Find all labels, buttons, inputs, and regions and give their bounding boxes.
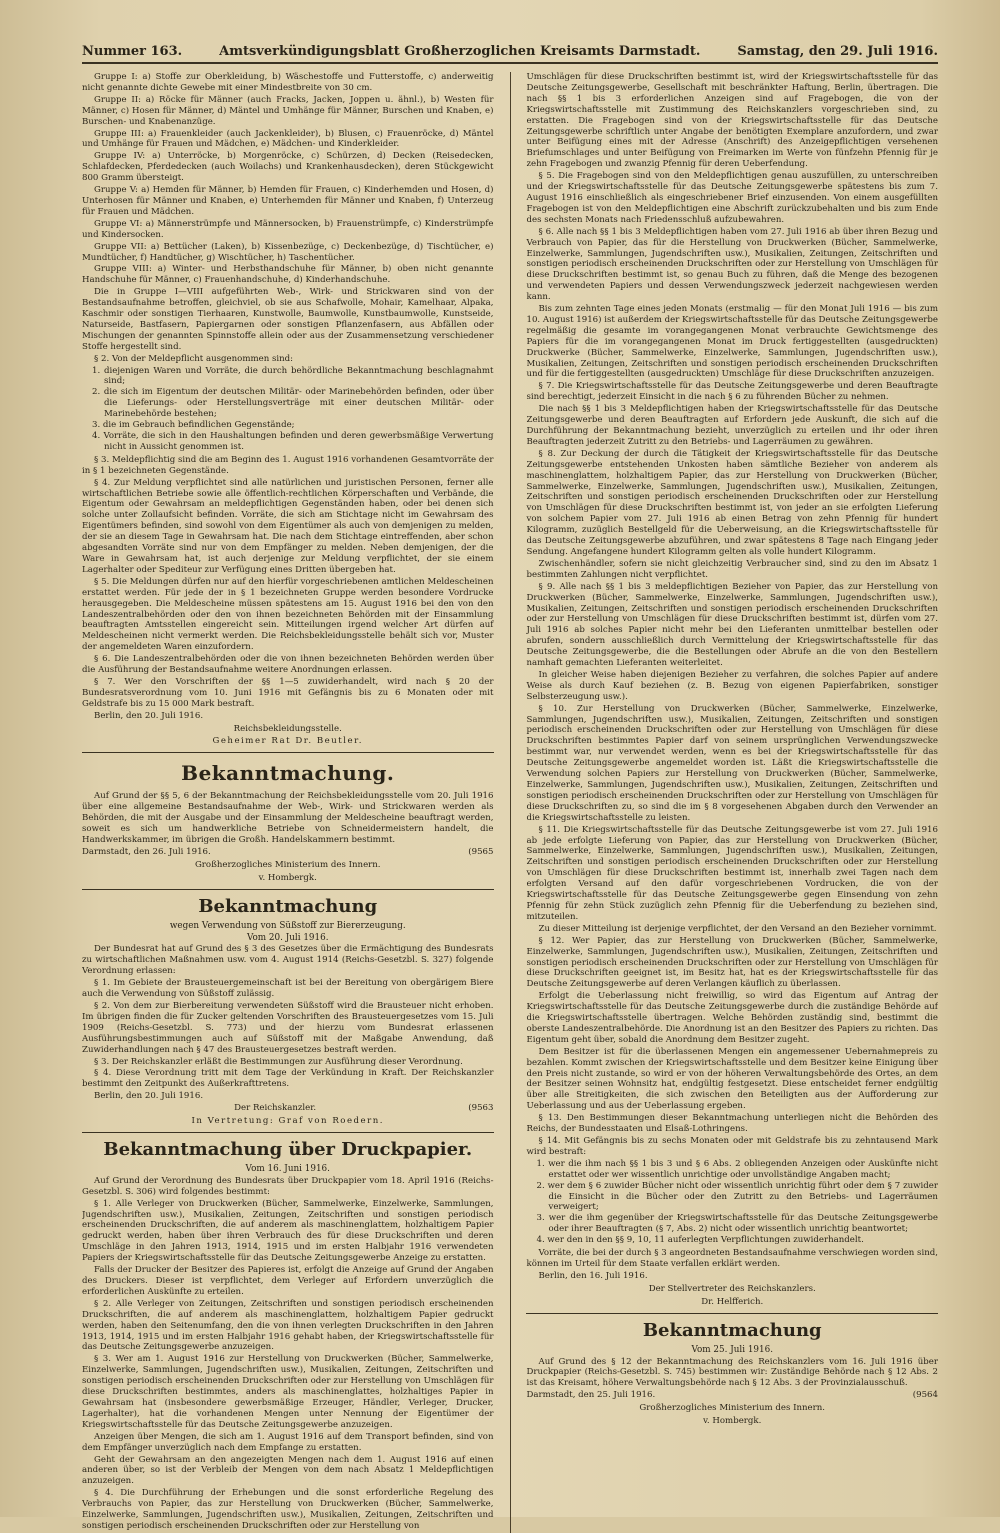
list-item: 4. wer den in den §§ 9, 10, 11 auferlegten Verpflichtungen zuwiderhandelt.	[536, 1235, 864, 1246]
section-13: § 13. Den Bestimmungen dieser Bekanntmachung unterliegen nicht die Behörden des Reichs, der Bundesstaaten und Elsaß-Lothringens.	[526, 1113, 938, 1135]
announcement-3-s1: § 1. Alle Verleger von Druckwerken (Bücher, Sammelwerke, Einzelwerke, Sammlungen, Jugendschriften usw.), Musikalien, Zeitungen, Zeitschriften und sonstigen periodisch erscheinenden Druckschriften, die auf anderem als maschinenglattem, holzhaltigem Papier gedruckt werden, haben über ihren Verbrauch des für diese Druckschriften und deren Umschläge in den Jahren 1913, 1914, 1915 und im ersten Halbjahr 1916 verwendeten Papiers der Kriegswirtschaftsstelle für das Deutsche Zeitungsgewerbe Anzeige zu erstatten.	[82, 1198, 494, 1264]
group-6: Gruppe VI: a) Männerstrümpfe und Männersocken, b) Frauenstrümpfe, c) Kinderstrümpfe und Kindersocken.	[82, 218, 494, 240]
group-5: Gruppe V: a) Hemden für Männer, b) Hemden für Frauen, c) Kinderhemden und Hosen, d) Unterhosen für Männer und Knaben, e) Unterhemden für Männer und Knaben, f) Unterzeug für Frauen und Mädchen.	[82, 185, 494, 217]
announcement-3-date: Vom 16. Juni 1916.	[245, 1163, 330, 1174]
section-14-list	[526, 1159, 938, 1246]
announcement-2-date: Vom 20. Juli 1916.	[246, 932, 329, 943]
announcement-3-intro: Auf Grund der Verordnung des Bundesrats über Druckpapier vom 18. April 1916 (Reichs-Gesetzbl. S. 306) wird folgendes bestimmt:	[82, 1175, 494, 1197]
place-date: Berlin, den 16. Juli 1916.	[538, 1270, 648, 1281]
section-9: § 9. Alle nach §§ 1 bis 3 meldepflichtigen Bezieher von Papier, das zur Herstellung von Druckwerken (Bücher, Sammelwerke, Einzelwerke, Sammlungen, Jugendschriften usw.), Musikalien, Zeitungen, Zeitschriften und sonstigen periodisch erscheinenden Druckschriften oder zur Herstellung von Umschlägen für diese Druckschriften bestimmt ist, dürfen vom 27. Juli 1916 ab solches Papier nicht mehr bei den Lieferanten unmittelbar bestellen oder abrufen, sondern ausschließlich durch Vermittelung der Kriegswirtschaftsstelle für das Deutsche Zeitungsgewerbe, die die Bestellungen oder Abrufe an die von den Bestellern namhaft gemachten Lieferanten weiterleitet.	[526, 581, 938, 669]
section-8b: Zwischenhändler, sofern sie nicht gleichzeitig Verbraucher sind, sind zu den im Absatz 1 bestimmten Zahlungen nicht verpflichtet.	[526, 558, 938, 580]
section-6: § 6. Alle nach §§ 1 bis 3 Meldepflichtigen haben vom 27. Juli 1916 ab über ihren Bezug und Verbrauch von Papier, das für die Herstellung von Druckwerken (Bücher, Sammelwerke, Einzelwerke, Sammlungen, Jugendschriften usw.), Musikalien, Zeitungen, Zeitschriften und sonstigen periodisch erscheinenden Druckschriften oder zur Herstellung von Umschlägen für diese Druckschriften bestimmt ist, so genau Buch zu führen, daß die Menge des bezogenen und verwendeten Papiers und dessen Verwendungszweck jederzeit nachgewiesen werden kann.	[526, 226, 938, 303]
section-7b: Die nach §§ 1 bis 3 Meldepflichtigen haben der Kriegswirtschaftsstelle für das Deutsche Zeitungsgewerbe und deren Beauftragten auf Erfordern jede Auskunft, die sich auf die Durchführung der Bekanntmachung bezieht, unverzüglich zu erteilen und ihr oder ihren Beauftragten jederzeit Zutritt zu den Betriebs- und Lagerräumen zu gewähren.	[526, 404, 938, 447]
signature-name: In Vertretung: Graf von Roedern.	[191, 1116, 385, 1127]
section-11: § 11. Die Kriegswirtschaftsstelle für das Deutsche Zeitungsgewerbe ist vom 27. Juli 1916 ab jede erfolgte Lieferung von Papier, das zur Herstellung von Druckwerken (Bücher, Sammelwerke, Einzelwerke, Sammlungen, Jugendschriften usw.), Musikalien, Zeitungen, Zeitschriften und sonstigen periodisch erscheinenden Druckschriften oder zur Herstellung von Umschlägen für diese Druckschriften bestimmt ist, innerhalb zwei Tagen nach dem erfolgten Versand auf den dafür vorgeschriebenen Vordrucken, die von der Kriegswirtschaftsstelle für das Deutsche Zeitungsgewerbe gegen Einsendung von zehn Pfennig für zehn Stück zuzüglich zehn Pfennig für die Ueberfendung zu beziehen sind, mitzuteilen.	[526, 824, 938, 922]
list-item: 2. wer dem § 6 zuwider Bücher nicht oder wissentlich unrichtig führt oder dem § 7 zuwider die Einsicht in die Bücher oder den Zutritt zu den Betriebs- und Lagerräumen verweigert;	[536, 1180, 938, 1213]
issue-date: Samstag, den 29. Juli 1916.	[737, 44, 938, 59]
announcement-2-subtitle: wegen Verwendung von Süßstoff zur Biererzeugung.	[169, 920, 406, 931]
section-2-list	[82, 366, 494, 453]
list-item: 3. wer die ihm gegenüber der Kriegswirtschaftsstelle für das Deutsche Zeitungsgewerbe oder ihrer Beauftragten (§ 7, Abs. 2) nicht oder wissentlich unrichtig beantwortet;	[536, 1213, 938, 1235]
continuation-paragraph: Umschlägen für diese Druckschriften bestimmt ist, wird der Kriegswirtschaftsstelle für das Deutsche Zeitungsgewerbe, Gesellschaft mit beschränkter Haftung, Berlin, übertragen. Die nach §§ 1 bis 3 erforderlichen Anzeigen sind auf Fragebogen, die von der Kriegswirtschaftsstelle mit Zustimmung des Reichskanzlers vorgeschrieben sind, zu erstatten. Die Fragebogen sind von der Kriegswirtschaftsstelle für das Deutsche Zeitungsgewerbe schriftlich unter Angabe der benötigten Exemplare anzufordern, und zwar unter Beifügung eines mit der Adresse (Anschrift) des Anzeigepflichtigen versehenen Briefumschlages und unter Beifügung von Freimarken im Werte von fünfzehn Pfennig für je zehn Fragebogen und zwanzig Pfennig für deren Ueberfendung.	[526, 72, 938, 170]
section-5: § 5. Die Fragebogen sind von den Meldepflichtigen genau auszufüllen, zu unterschreiben und der Kriegswirtschaftsstelle für das Deutsche Zeitungsgewerbe spätestens bis zum 7. August 1916 einschließlich als eingeschriebener Brief einzusenden. Von einem ausgefüllten Fragebogen ist von den Meldepflichtigen eine Abschrift zurückzubehalten und bis zum Ende des sechsten Monats nach Friedensschluß aufzubewahren.	[526, 171, 938, 225]
reference-number: (9565	[468, 846, 494, 857]
section-10: § 10. Zur Herstellung von Druckwerken (Bücher, Sammelwerke, Einzelwerke, Sammlungen, Jugendschriften usw.), Musikalien, Zeitungen, Zeitschriften und sonstigen periodisch erscheinenden Druckschriften oder zur Herstellung von Umschlägen für diese Druckschriften bestimmtes Papier darf von seinem ursprünglichen Verwendungszwecke bestimmt war, nur verwendet werden, wenn es bei der Kriegswirtschaftsstelle für das Deutsche Zeitungsgewerbe angemeldet worden ist. Läßt die Kriegswirtschaftsstelle die Verwendung solchen Papiers zur Herstellung von Druckwerken (Bücher, Sammelwerke, Einzelwerke, Sammlungen, Jugendschriften usw.), Musikalien, Zeitungen, Zeitschriften und sonstigen periodisch erscheinenden Druckschriften oder zur Herstellung von Umschlägen für diese Druckschriften zu, so sind die im § 8 vorgesehenen Abgaben durch den Verwender an die Kriegswirtschaftsstelle zu leisten.	[526, 703, 938, 823]
group-4: Gruppe IV: a) Unterröcke, b) Morgenröcke, c) Schürzen, d) Decken (Reisedecken, Schlafdecken, Pferdedecken (auch Woilachs) und Krankenhausdecken), deren Stückgewicht 800 Gramm übersteigt.	[82, 151, 494, 184]
list-item: 1. diejenigen Waren und Vorräte, die durch behördliche Bekanntmachung beschlagnahmt sind;	[92, 365, 494, 387]
list-item: 3. die im Gebrauch befindlichen Gegenstände;	[92, 420, 295, 431]
section-14b: Vorräte, die bei der durch § 3 angeordneten Bestandsaufnahme verschwiegen worden sind, können im Urteil für dem Staate verfallen erklärt werden.	[526, 1248, 938, 1269]
section-7: § 7. Die Kriegswirtschaftsstelle für das Deutsche Zeitungsgewerbe und deren Beauftragte sind berechtigt, jederzeit Einsicht in die nach § 6 zu führenden Bücher zu nehmen.	[526, 381, 938, 403]
announcement-2-intro: Der Bundesrat hat auf Grund des § 3 des Gesetzes über die Ermächtigung des Bundesrats zu wirtschaftlichen Maßnahmen usw. vom 4. August 1914 (Reichs-Gesetzbl. S. 327) folgende Verordnung erlassen:	[82, 944, 494, 977]
announcement-3-title: Bekanntmachung über Druckpapier.	[103, 1138, 473, 1160]
place-date: Berlin, den 20. Juli 1916.	[94, 1091, 204, 1102]
left-column	[82, 72, 494, 1533]
group-3: Gruppe III: a) Frauenkleider (auch Jackenkleider), b) Blusen, c) Frauenröcke, d) Mäntel und Umhänge für Frauen und Mädchen, e) Mädchen- und Kinderkleider.	[82, 128, 494, 150]
place-date: Berlin, den 20. Juli 1916.	[94, 710, 204, 721]
announcement-3-s3: § 3. Wer am 1. August 1916 zur Herstellung von Druckwerken (Bücher, Sammelwerke, Einzelwerke, Sammlungen, Jugendschriften usw.), Musikalien, Zeitungen, Zeitschriften und sonstigen periodisch erscheinenden Druckschriften oder zur Herstellung von Umschlägen für diese Druckschriften bestimmtes, anders als maschinenglattes, holzhaltiges Papier in Gewahrsam hat (insbesondere gewerbsmäßige Erzeuger, Händler, Verleger, Drucker, Lagerhalter), hat die vorhandenen Mengen unter Nennung der Eigentümer der Kriegswirtschaftsstelle für das Deutsche Zeitungsgewerbe anzuzeigen.	[82, 1354, 494, 1430]
reference-number: (9564	[912, 1390, 938, 1401]
announcement-2-title: Bekanntmachung	[198, 895, 378, 917]
announcement-3-s1b: Falls der Drucker der Besitzer des Papieres ist, erfolgt die Anzeige auf Grund der Angaben des Druckers. Dieser ist verpflichtet, dem Verleger auf Erfordern unverzüglich die erforderlichen Auskünfte zu erteilen.	[82, 1265, 494, 1297]
announcement-3-s3b: Anzeigen über Mengen, die sich am 1. August 1916 auf dem Transport befinden, sind von dem Empfänger unverzüglich nach dem Empfange zu erstatten.	[82, 1431, 494, 1453]
divider	[82, 889, 494, 890]
column-divider	[510, 72, 511, 1533]
intro-paragraph: Die in Gruppe I—VIII aufgeführten Web-, Wirk- und Strickwaren sind von der Bestandsaufnahme betroffen, gleichviel, ob sie aus Schafwolle, Mohair, Kamelhaar, Alpaka, Kaschmir oder sonstigen Tierhaaren, Kunstwolle, Baumwolle, Kunstbaumwolle, Kunstseide, Naturseide, Bastfasern, Papiergarnen oder sonstigen Pflanzenfasern, aus Abfällen oder Mischungen der genannten Spinnstoffe allein oder aus der Zusammensetzung verschiedener Stoffe hergestellt sind.	[82, 287, 494, 352]
section-3: § 3. Meldepflichtig sind die am Beginn des 1. August 1916 vorhandenen Gesamtvorräte der in § 1 bezeichneten Gegenstände.	[82, 454, 494, 476]
announcement-4-footer	[526, 1390, 938, 1401]
right-column	[526, 72, 938, 1533]
signature-name: Dr. Helfferich.	[701, 1296, 764, 1307]
announcement-4-title: Bekanntmachung	[642, 1319, 822, 1341]
signature-name: Geheimer Rat Dr. Beutler.	[212, 736, 363, 747]
announcement-4-date: Vom 25. Juli 1916.	[691, 1344, 774, 1355]
signature-office: Großherzogliches Ministerium des Innern.	[639, 1403, 826, 1414]
place-date: Darmstadt, den 25. Juli 1916.	[526, 1390, 656, 1401]
page-header	[82, 44, 938, 64]
section-7: § 7. Wer den Vorschriften der §§ 1—5 zuwiderhandelt, wird nach § 20 der Bundesratsverordnung vom 10. Juni 1916 mit Gefängnis bis zu 6 Monaten oder mit Geldstrafe bis zu 15 000 Mark bestraft.	[82, 676, 494, 709]
section-4: § 4. Zur Meldung verpflichtet sind alle natürlichen und juristischen Personen, ferner alle wirtschaftlichen Betriebe sowie alle öffentlich-rechtlichen Körperschaften und Verbände, die Eigentum oder Gewahrsam an meldepflichtigen Gegenständen haben, oder bei denen sich solche unter Zollaufsicht befinden. Vorräte, die sich am Stichtage nicht im Gewahrsam des Eigentümers befinden, sind sowohl von dem Eigentümer als auch von demjenigen zu melden, der sie an diesem Tage in Gewahrsam hat. Die nach dem Stichtage eintreffenden, aber schon abgesandten Vorräte sind nur von dem Empfänger zu melden. Neben demjenigen, der die Ware in Gewahrsam hat, ist auch derjenige zur Meldung verpflichtet, der sie einem Lagerhalter oder Spediteur zur Verfügung eines Dritten übergeben hat.	[82, 477, 494, 575]
section-9b: In gleicher Weise haben diejenigen Bezieher zu verfahren, die solches Papier auf andere Weise als durch Kauf beziehen (z. B. Bezug von eigenen Papierfabriken, sonstiger Selbsterzeugung usw.).	[526, 669, 938, 702]
place-date: Darmstadt, den 26. Juli 1916.	[82, 846, 211, 857]
publication-title: Amtsverkündigungsblatt Großherzoglichen Kreisamts Darmstadt.	[219, 44, 701, 59]
announcement-1-text: Auf Grund der §§ 5, 6 der Bekanntmachung der Reichsbekleidungsstelle vom 20. Juli 1916 über eine allgemeine Bestandsaufnahme der Web-, Wirk- und Strickwaren werden als Behörden, die mit der Ausgabe und der Einsammlung der Meldescheine beauftragt werden, soweit es sich um handwerkliche Betriebe von Schneidermeistern handelt, die Handwerkskammer, im übrigen die Großh. Handelskammern bestimmt.	[82, 791, 494, 845]
section-8: § 8. Zur Deckung der durch die Tätigkeit der Kriegswirtschaftsstelle für das Deutsche Zeitungsgewerbe entstehenden Unkosten haben sämtliche Bezieher von anderem als maschinenglattem, holzhaltigem Papier, das zur Herstellung von Druckwerken (Bücher, Sammelwerke, Einzelwerke, Sammlungen, Jugendschriften usw.), Musikalien, Zeitungen, Zeitschriften und sonstigen periodisch erscheinenden Druckschriften oder zur Herstellung von Umschlägen für diese Druckschriften bestimmt ist, von jeder an sie erfolgten Lieferung von solchem Papier vom 27. Juli 1916 ab einen Betrag von zehn Pfennig für hundert Kilogramm, zuzüglich Bestellgeld für die Ueberweisung, an die Kriegswirtschaftsstelle für das Deutsche Zeitungsgewerbe abzuführen, und zwar spätestens 8 Tage nach Eingang jeder Sendung. Angefangene hundert Kilogramm gelten als volle hundert Kilogramm.	[526, 448, 938, 557]
announcement-3-s3c: Geht der Gewahrsam an den angezeigten Mengen nach dem 1. August 1916 auf einen anderen über, so ist der Verbleib der Mengen von dem nach Absatz 1 Meldepflichtigen anzuzeigen.	[82, 1454, 494, 1487]
announcement-2-s3: § 3. Der Reichskanzler erläßt die Bestimmungen zur Ausführung dieser Verordnung.	[94, 1056, 463, 1067]
group-7: Gruppe VII: a) Bettücher (Laken), b) Kissenbezüge, c) Deckenbezüge, d) Tischtücher, e) Mundtücher, f) Handtücher, g) Wischtücher, h) Taschentücher.	[82, 241, 494, 263]
divider	[82, 1132, 494, 1133]
section-5: § 5. Die Meldungen dürfen nur auf den hierfür vorgeschriebenen amtlichen Meldescheinen erstattet werden. Für jede der in § 1 bezeichneten Gruppe werden besondere Vordrucke herausgegeben. Die Meldescheine müssen spätestens am 15. August 1916 bei den von den Landeszentralbehörden oder den von ihnen bezeichneten Behörden mit der Einsammlung beauftragten Amtsstellen eingereicht sein. Mitteilungen irgend welcher Art dürfen auf Meldescheinen nicht vermerkt werden. Die Reichsbekleidungsstelle behält sich vor, Muster der angemeldeten Waren einzufordern.	[82, 576, 494, 653]
signature-office: Der Reichskanzler.	[234, 1103, 317, 1114]
announcement-2-s1: § 1. Im Gebiete der Brausteuergemeinschaft ist bei der Bereitung von obergärigem Biere auch die Verwendung von Süßstoff zulässig.	[82, 978, 494, 1000]
announcement-1-title: Bekanntmachung.	[181, 761, 395, 786]
divider	[526, 1313, 938, 1314]
signature-office: Der Stellvertreter des Reichskanzlers.	[648, 1283, 816, 1294]
list-item: 2. die sich im Eigentum der deutschen Militär- oder Marinebehörden befinden, oder über die Lieferungs- oder Herstellungsverträge mit einer deutschen Militär- oder Marinebehörde bestehen;	[92, 387, 494, 420]
section-14: § 14. Mit Gefängnis bis zu sechs Monaten oder mit Geldstrafe bis zu zehntausend Mark wird bestraft:	[526, 1136, 938, 1157]
section-6b: Bis zum zehnten Tage eines jeden Monats (erstmalig — für den Monat Juli 1916 — bis zum 10. August 1916) ist außerdem der Kriegswirtschaftsstelle für das Deutsche Zeitungsgewerbe regelmäßig die gesamte im vorangegangenen Monat verbrauchte Gewichtsmenge des Papiers für die im vorangegangenen Monat im Druck fertiggestellten (ausgedruckten) Druckwerke (Bücher, Sammelwerke, Einzelwerke, Sammlungen, Jugendschriften usw.), Musikalien, Zeitungen, Zeitschriften und sonstigen periodisch erscheinenden Druckschriften und für die fertiggestellten (ausgedruckten) Umschläge für diese Druckschriften anzuzeigen.	[526, 304, 938, 380]
section-11b: Zu dieser Mitteilung ist derjenige verpflichtet, der den Versand an den Bezieher vornimmt.	[538, 923, 937, 934]
signature-name: v. Hombergk.	[258, 872, 317, 883]
group-8: Gruppe VIII: a) Winter- und Herbsthandschuhe für Männer, b) oben nicht genannte Handschuhe für Männer, c) Frauenhandschuhe, d) Kinderhandschuhe.	[82, 264, 494, 286]
announcement-2-footer	[82, 1103, 494, 1114]
list-item: 4. Vorräte, die sich in den Haushaltungen befinden und deren gewerbsmäßige Verwertung nicht in Aussicht genommen ist.	[92, 431, 494, 452]
divider	[82, 752, 494, 753]
section-6: § 6. Die Landeszentralbehörden oder die von ihnen bezeichneten Behörden werden über die Ausführung der Bestandsaufnahme weitere Anordnungen erlassen.	[82, 654, 494, 676]
list-item: 1. wer die ihm nach §§ 1 bis 3 und § 6 Abs. 2 obliegenden Anzeigen oder Auskünfte nicht erstattet oder wer wissentlich unrichtige oder unvollständige Angaben macht;	[536, 1158, 938, 1180]
announcement-3-s2: § 2. Alle Verleger von Zeitungen, Zeitschriften und sonstigen periodisch erscheinenden Druckschriften, die auf anderem als maschinenglattem, holzhaltigem Papier gedruckt werden, haben den Seitenumfang, den die von ihnen verlegten Druckschriften in den Jahren 1913, 1914, 1915 und im ersten Halbjahr 1916 gehabt haben, der Kriegswirtschaftsstelle für das Deutsche Zeitungsgewerbe anzuzeigen.	[82, 1298, 494, 1353]
reference-number: (9563	[468, 1103, 494, 1114]
group-1: Gruppe I: a) Stoffe zur Oberkleidung, b) Wäschestoffe und Futterstoffe, c) anderweitig nicht genannte dichte Gewebe mit einer Mindestbreite von 30 cm.	[82, 72, 494, 93]
section-12: § 12. Wer Papier, das zur Herstellung von Druckwerken (Bücher, Sammelwerke, Einzelwerke, Sammlungen, Jugendschriften usw.), Musikalien, Zeitungen, Zeitschriften und sonstigen periodisch erscheinenden Druckschriften oder zur Herstellung von Umschlägen für diese Druckschriften geeignet ist, im Besitz hat, hat es der Kriegswirtschaftsstelle für das Deutsche Zeitungsgewerbe auf deren Verlangen käuflich zu überlassen.	[526, 935, 938, 990]
section-12b: Erfolgt die Ueberlassung nicht freiwillig, so wird das Eigentum auf Antrag der Kriegswirtschaftsstelle für das Deutsche Zeitungsgewerbe durch die zuständige Behörde auf die Kriegswirtschaftsstelle übertragen. Welche Behörden zuständig sind, bestimmt die oberste Landeszentralbehörde. Die Anordnung ist an den Besitzer des Papiers zu richten. Das Eigentum geht über, sobald die Anordnung dem Besitzer zugeht.	[526, 991, 938, 1045]
announcement-2-s4: § 4. Diese Verordnung tritt mit dem Tage der Verkündung in Kraft. Der Reichskanzler bestimmt den Zeitpunkt des Außerkrafttretens.	[82, 1068, 494, 1090]
announcement-4-text: Auf Grund des § 12 der Bekanntmachung des Reichskanzlers vom 16. Juli 1916 über Druckpapier (Reichs-Gesetzbl. S. 745) bestimmen wir: Zuständige Behörde nach § 12 Abs. 2 ist das Kreisamt, höhere Verwaltungsbehörde nach § 12 Abs. 3 der Provinzialausschuß.	[526, 1356, 938, 1389]
signature-name: v. Hombergk.	[703, 1416, 762, 1427]
announcement-3-s4: § 4. Die Durchführung der Erhebungen und die sonst erforderliche Regelung des Verbrauchs von Papier, das zur Herstellung von Druckwerken (Bücher, Sammelwerke, Einzelwerke, Sammlungen, Jugendschriften usw.), Musikalien, Zeitungen, Zeitschriften und sonstigen periodisch erscheinenden Druckschriften oder zur Herstellung von	[82, 1488, 494, 1531]
issue-number: Nummer 163.	[82, 44, 183, 59]
columns	[82, 72, 938, 1533]
announcement-1-footer	[82, 847, 494, 858]
group-2: Gruppe II: a) Röcke für Männer (auch Fracks, Jacken, Joppen u. ähnl.), b) Westen für Männer, c) Hosen für Männer, d) Mäntel und Umhänge für Männer, Burschen und Knaben, e) Burschen- und Knabenanzüge.	[82, 94, 494, 127]
signature-office: Reichsbekleidungsstelle.	[233, 723, 342, 734]
announcement-2-s2: § 2. Von dem zur Bierbereitung verwendeten Süßstoff wird die Brausteuer nicht erhoben. Im übrigen finden die für Zucker geltenden Vorschriften des Brausteuergesetzes vom 15. Juli 1909 (Reichs-Gesetzbl. S. 773) und der hierzu vom Bundesrat erlassenen Ausführungsbestimmungen auch auf Süßstoff mit der Maßgabe Anwendung, daß Zuwiderhandlungen nach § 47 des Brausteuergesetzes bestraft werden.	[82, 1000, 494, 1055]
section-12c: Dem Besitzer ist für die überlassenen Mengen ein angemessener Uebernahmepreis zu bezahlen. Kommt zwischen der Kriegswirtschaftsstelle und dem Besitzer keine Einigung über den Preis nicht zustande, so wird er von der höheren Verwaltungsbehörde des Ortes, an dem der Besitzer seinen Wohnsitz hat, endgültig festgesetzt. Diese entscheidet ferner endgültig über alle Streitigkeiten, die sich zwischen den Beteiligten aus der Aufforderung zur Ueberlassung und aus der Ueberlassung ergeben.	[526, 1046, 938, 1112]
section-2-head: § 2. Von der Meldepflicht ausgenommen sind:	[94, 353, 294, 364]
signature-office: Großherzogliches Ministerium des Innern.	[194, 859, 381, 870]
